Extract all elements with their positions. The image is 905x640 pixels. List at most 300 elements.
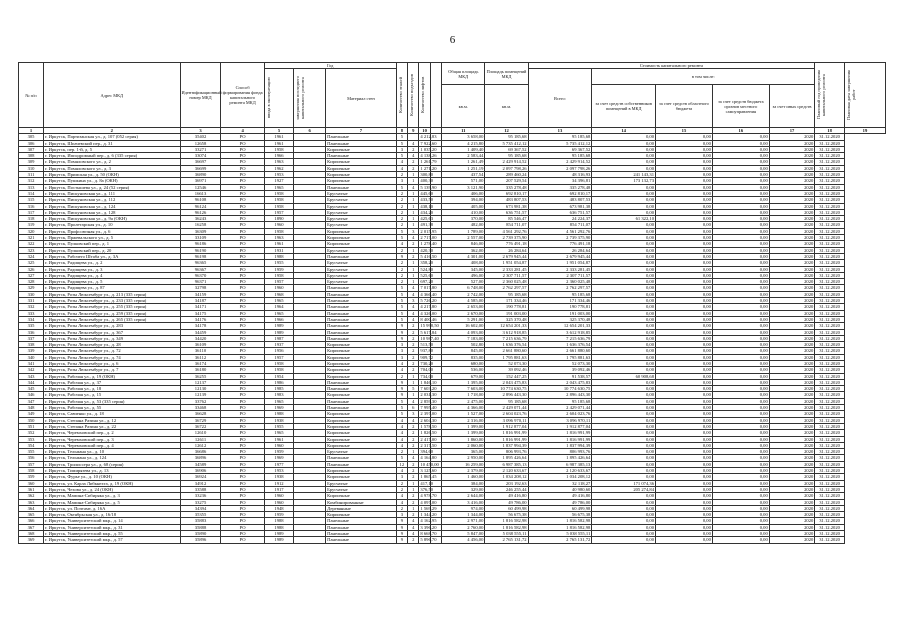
table-cell: 4 (396, 468, 407, 474)
table-cell: 2 661 880,60 (528, 348, 592, 354)
table-cell: 425,63 (420, 216, 434, 222)
table-cell: 1 816 582,98 (485, 518, 528, 524)
table-cell: 2020 (769, 405, 815, 411)
table-cell: г. Иркутск, Рабочего Штаба ул., д. 3А (44, 253, 181, 259)
table-cell: 4 (408, 140, 419, 146)
table-cell: г. Иркутск, Розы Люксембург ул., д. 367 (44, 329, 181, 335)
table-cell: 2 739 375,90 (528, 235, 592, 241)
table-cell: 0,00 (656, 165, 713, 171)
table-cell: 0,00 (592, 342, 656, 348)
table-cell: 2020 (769, 348, 815, 354)
table-cell: 1963 (264, 159, 294, 165)
table-cell: Кирпичные (326, 392, 397, 398)
table-cell: 2 (408, 354, 419, 360)
table-cell: 0,00 (592, 423, 656, 429)
table-cell: 0,00 (592, 537, 656, 543)
table-cell: 2020 (769, 279, 815, 285)
table-cell: 4 (408, 455, 419, 461)
table-cell: Панельные (326, 398, 397, 404)
table-cell: 31.12.2020 (815, 392, 845, 398)
header-planned-date: Плановая дата завершения работ (845, 70, 856, 120)
table-cell: 332 (19, 304, 44, 310)
table-cell: 1953 (264, 172, 294, 178)
table-cell: 96365 (180, 260, 221, 266)
table-cell: 2020 (769, 518, 815, 524)
table-cell: 36110 (180, 348, 221, 354)
table-cell: 1969 (264, 455, 294, 461)
table-cell: 2020 (769, 468, 815, 474)
table-cell: 3 612 918,85 (528, 329, 592, 335)
table-cell: 0,00 (656, 423, 713, 429)
table-cell: 2 (408, 146, 419, 152)
table-cell: 2 (396, 449, 407, 455)
table-cell: 0,00 (712, 354, 769, 360)
table-cell: 2 765 131,72 (485, 537, 528, 543)
table-cell: г. Иркутск, Розы Люксембург ул., д. 255 (335 серия) (44, 304, 181, 310)
table-cell: 2 316,00 (442, 417, 485, 423)
table-cell: 2020 (769, 417, 815, 423)
table-cell: 4 (396, 241, 407, 247)
table-cell: 31.12.2020 (815, 480, 845, 486)
table-cell: 10 774 630,75 (528, 386, 592, 392)
table-cell: г. Иркутск, ул. Почтамт, д. 16А (44, 505, 181, 511)
table-cell: 31.12.2020 (815, 461, 845, 467)
table-cell: 2 557,00 (442, 235, 485, 241)
table-cell: 4 (408, 235, 419, 241)
table-cell: 365,00 (442, 449, 485, 455)
table-cell: 319 (19, 222, 44, 228)
table-cell: Кирпичные (326, 172, 397, 178)
table-cell: 2 (396, 266, 407, 272)
table-cell: 1 460,00 (442, 474, 485, 480)
table-cell: г. Иркутск, Степана Разина ул., д. 12 (44, 417, 181, 423)
table-cell: 1965 (264, 398, 294, 404)
table-cell: 0,00 (712, 512, 769, 518)
table-cell: г. Иркутск, Черемховский пер., д. 4 (44, 442, 181, 448)
table-cell: 3 (408, 228, 419, 234)
table-cell: 313 (19, 184, 44, 190)
table-cell: 1961 (264, 436, 294, 442)
table-cell: 152 447,25 (485, 373, 528, 379)
table-cell: 0,00 (712, 505, 769, 511)
table-cell: 96198 (180, 253, 221, 259)
column-number: 1 (19, 128, 44, 134)
table-cell: 525,60 (420, 272, 434, 278)
table-cell: 1955 (264, 260, 294, 266)
table-cell: 31.12.2020 (815, 524, 845, 530)
capital-repair-table (18, 62, 886, 544)
table-cell: 0,00 (592, 386, 656, 392)
table-cell: 2 (396, 197, 407, 203)
table-cell: г. Иркутск, Степана Разина ул., д. 22 (44, 423, 181, 429)
table-cell: 95 185,68 (485, 398, 528, 404)
table-cell: 36109 (180, 342, 221, 348)
table-cell: Деревянные (326, 505, 397, 511)
table-cell: 2020 (769, 486, 815, 492)
table-cell: 2020 (769, 480, 815, 486)
table-cell: РО (221, 499, 264, 505)
table-cell: 96124 (180, 203, 221, 209)
table-cell: РО (221, 260, 264, 266)
table-cell: 0,00 (592, 241, 656, 247)
table-cell: 4 162,95 (420, 518, 437, 524)
table-cell: 1 527,00 (442, 411, 485, 417)
table-cell: 2 429 914,52 (528, 159, 592, 165)
table-cell: 96367 (180, 266, 221, 272)
header-own: за счет средств собственников помещений в МКД (592, 85, 656, 128)
table-cell: 1977 (264, 461, 294, 467)
table-cell: 2020 (769, 373, 815, 379)
table-cell: г. Иркутск, Октябрьская ул., д. 16/18 (44, 512, 181, 518)
table-cell: 2020 (769, 253, 815, 259)
table-cell: 2020 (769, 524, 815, 530)
table-cell: 317 (19, 209, 44, 215)
header-year-repair: завершения последнего капитального ремонта (295, 75, 306, 121)
table-cell: 2 333 281,45 (485, 266, 528, 272)
table-cell: 36729 (180, 417, 221, 423)
table-cell: 2 717,00 (420, 235, 437, 241)
table-cell: 1 035,20 (420, 146, 437, 152)
table-cell: 2 120 633,67 (528, 468, 592, 474)
table-cell: РО (221, 474, 264, 480)
table-cell: 2 (396, 216, 407, 222)
table-cell: 324 (19, 253, 44, 259)
table-cell: 0,00 (656, 241, 713, 247)
table-cell: 36896 (180, 455, 221, 461)
table-cell: 31.12.2020 (815, 449, 845, 455)
table-cell: 9 (396, 323, 407, 329)
table-cell: 3 (396, 348, 407, 354)
table-cell: 0,00 (712, 222, 769, 228)
table-cell: 0,00 (656, 197, 713, 203)
table-cell: 5 (396, 184, 407, 190)
table-cell: 31.12.2020 (815, 203, 845, 209)
table-cell: 2 120 633,67 (485, 468, 528, 474)
table-cell: 2 379,00 (442, 468, 485, 474)
table-cell: 365 (19, 512, 44, 518)
table-cell: 0,00 (656, 316, 713, 322)
table-cell: 36971 (180, 178, 221, 184)
table-cell: 34178 (180, 323, 221, 329)
table-cell: 1 (408, 449, 419, 455)
table-cell: 0,00 (656, 178, 713, 184)
table-cell: 4 (408, 304, 419, 310)
table-cell: 4 (408, 153, 419, 159)
table-cell: 0,00 (712, 474, 769, 480)
table-cell: 496,00 (442, 272, 485, 278)
table-cell: 0,00 (592, 348, 656, 354)
table-cell: 0,00 (656, 417, 713, 423)
table-cell: 355 (19, 449, 44, 455)
table-cell: РО (221, 430, 264, 436)
header-year: Год (264, 63, 396, 69)
table-cell: 3 (408, 298, 419, 304)
table-cell: 6 987 385,13 (528, 461, 592, 467)
table-cell: 358 (19, 468, 44, 474)
table-cell: РО (221, 159, 264, 165)
table-cell: 0,00 (592, 247, 656, 253)
table-cell: г. Иркутск, Радищева ул., д. 4 (44, 272, 181, 278)
header-other: за счет иных средств (769, 85, 815, 128)
table-cell: 2 043 475,83 (528, 379, 592, 385)
table-cell: 2 (408, 335, 419, 341)
table-cell: Панельные (326, 524, 397, 530)
table-cell: Панельные (326, 323, 397, 329)
table-cell: 0,00 (592, 203, 656, 209)
table-cell: 0,00 (656, 159, 713, 165)
table-cell: 2020 (769, 531, 815, 537)
table-cell: 2 417,00 (420, 436, 437, 442)
table-cell: 1 816 991,99 (528, 430, 592, 436)
table-cell: 2020 (769, 335, 815, 341)
table-cell: РО (221, 298, 264, 304)
table-cell: 3 396,20 (420, 524, 437, 530)
table-cell: 1 034 208,12 (528, 474, 592, 480)
table-cell: 4 (396, 442, 407, 448)
table-cell: Брусчатые (326, 272, 397, 278)
table-cell: 1960 (264, 442, 294, 448)
table-cell: 0,00 (712, 386, 769, 392)
table-cell: Панельные (326, 518, 397, 524)
table-cell: г. Иркутск, Пржевальского ул., д. 5 (44, 235, 181, 241)
table-cell: 2020 (769, 430, 815, 436)
table-cell: 36255 (180, 373, 221, 379)
table-cell: 241 143,31 (592, 172, 656, 178)
table-cell: 0,00 (712, 184, 769, 190)
table-cell: г. Иркутск, Пискуновская ул., д. 111 (44, 190, 181, 196)
table-cell: Панельные (326, 140, 397, 146)
table-cell: 7 603,20 (420, 386, 437, 392)
table-cell: Брусчатые (326, 222, 397, 228)
table-cell: 0,00 (592, 310, 656, 316)
table-cell: Панельные (326, 379, 397, 385)
table-cell: 2 765 131,72 (528, 537, 592, 543)
table-cell: г. Иркутск, Рабочая ул., д. 53 (335 серия) (44, 398, 181, 404)
table-cell: 2020 (769, 209, 815, 215)
table-cell: Панельные (326, 386, 397, 392)
table-cell: 0,00 (656, 203, 713, 209)
table-cell: 2020 (769, 285, 815, 291)
table-cell: 246 255,44 (485, 486, 528, 492)
table-cell: 2020 (769, 316, 815, 322)
table-cell: 1957 (264, 354, 294, 360)
table-cell: 3 (396, 512, 407, 518)
table-cell: РО (221, 190, 264, 196)
table-cell: 2 (396, 209, 407, 215)
table-cell: 0,00 (712, 367, 769, 373)
table-cell: 434,20 (420, 209, 434, 215)
table-cell: 190 778,81 (485, 304, 528, 310)
table-cell: 9 (396, 386, 407, 392)
table-cell: 1 409,40 (442, 146, 485, 152)
table-cell: 0,00 (712, 253, 769, 259)
table-cell: 10 987,40 (420, 335, 439, 341)
table-cell: 0,00 (656, 323, 713, 329)
table-cell: 4 (396, 367, 407, 373)
table-cell: 2020 (769, 178, 815, 184)
table-cell: 207 529,54 (485, 178, 528, 184)
table-cell: 697,20 (420, 279, 434, 285)
table-cell: 0,00 (712, 493, 769, 499)
table-cell: 31.12.2020 (815, 184, 845, 190)
table-cell: 4 585,00 (442, 298, 485, 304)
table-cell: 367 (19, 524, 44, 530)
table-cell: 2 859,30 (420, 398, 437, 404)
table-cell: 31.12.2020 (815, 386, 845, 392)
table-cell: 31.12.2020 (815, 165, 845, 171)
table-cell: 0,00 (656, 279, 713, 285)
table-cell: 5 847,00 (442, 531, 485, 537)
table-cell: 31.12.2020 (815, 197, 845, 203)
table-cell: 36697 (180, 159, 221, 165)
table-cell: 312 (19, 178, 44, 184)
table-cell: 2 307 711,57 (485, 272, 528, 278)
table-cell: 9 (396, 524, 407, 530)
table-cell: 34159 (180, 291, 221, 297)
table-cell: 353 (19, 436, 44, 442)
table-cell: г. Иркутск, Пулковский пер., д. 20 (44, 247, 181, 253)
table-cell: 0,00 (656, 367, 713, 373)
table-cell: 1 (408, 260, 419, 266)
table-cell: 4 301,00 (442, 253, 485, 259)
table-cell: 69 367,52 (528, 146, 592, 152)
table-cell: 0,00 (592, 222, 656, 228)
table-cell: 318 (19, 216, 44, 222)
table-cell: 1 569,29 (420, 505, 437, 511)
table-cell: 0,00 (712, 468, 769, 474)
table-cell: 315 (19, 197, 44, 203)
table-cell: 1 895 426,64 (485, 455, 528, 461)
table-cell: Кирпичные (326, 178, 397, 184)
table-cell: 0,00 (712, 360, 769, 366)
table-cell: Брусчатые (326, 486, 397, 492)
table-cell: 1 837 994,39 (528, 442, 592, 448)
table-cell: 4 215,80 (442, 140, 485, 146)
header-walls: Материал стен (326, 69, 397, 128)
table-cell: 0,00 (656, 140, 713, 146)
table-cell: 3 (396, 354, 407, 360)
table-cell: 2020 (769, 184, 815, 190)
table-cell: 0,00 (712, 172, 769, 178)
table-cell: 12546 (180, 184, 221, 190)
table-cell: 0,00 (656, 304, 713, 310)
table-cell: 0,00 (592, 253, 656, 259)
table-cell: 2 679 945,44 (528, 253, 592, 259)
table-cell: 846,00 (442, 241, 485, 247)
table-cell: 1 (408, 178, 419, 184)
table-cell: 2 (408, 159, 419, 165)
table-cell: 0,00 (712, 241, 769, 247)
table-cell: 1 (408, 203, 419, 209)
table-cell: 2020 (769, 165, 815, 171)
table-cell: 311 (19, 172, 44, 178)
table-cell: 2 679 945,44 (485, 253, 528, 259)
table-cell: 1960 (264, 222, 294, 228)
table-cell: РО (221, 329, 264, 335)
table-cell: 0,00 (656, 329, 713, 335)
table-cell: 0,00 (712, 442, 769, 448)
table-cell: РО (221, 304, 264, 310)
table-cell: РО (221, 367, 264, 373)
table-cell: 2 (408, 323, 419, 329)
table-cell: 394,00 (442, 197, 485, 203)
table-cell: 321 (19, 235, 44, 241)
table-cell: 0,00 (656, 405, 713, 411)
table-cell: 0,00 (712, 373, 769, 379)
table-cell: 2020 (769, 260, 815, 266)
table-cell: 0,00 (712, 140, 769, 146)
table-cell: 31.12.2020 (815, 405, 845, 411)
table-cell: 33236 (180, 493, 221, 499)
table-cell: Брусчатые (326, 190, 397, 196)
table-cell: 370,00 (442, 216, 485, 222)
table-cell: 0,00 (592, 134, 656, 140)
table-cell: 0,00 (712, 411, 769, 417)
table-cell: 4 366,00 (442, 405, 485, 411)
table-cell: г. Иркутск, Черемховский пер., д. 3 (44, 436, 181, 442)
table-cell: 328 (19, 279, 44, 285)
table-cell: 0,00 (712, 430, 769, 436)
table-cell: Панельные (326, 461, 397, 467)
table-cell: 2020 (769, 323, 815, 329)
table-cell: РО (221, 505, 264, 511)
table-cell: 2 (396, 203, 407, 209)
table-cell: РО (221, 461, 264, 467)
table-cell: 31.12.2020 (815, 266, 845, 272)
table-cell: 0,00 (712, 423, 769, 429)
table-cell: 330 (19, 291, 44, 297)
table-cell: 8 400,46 (420, 316, 437, 322)
table-cell: г. Иркутск, Пролетарская ул., д. 10 (44, 222, 181, 228)
table-cell: 36174 (180, 360, 221, 366)
column-number: 11 (442, 128, 485, 134)
table-cell: 2020 (769, 235, 815, 241)
table-cell: г. Иркутск, Чехова ул., д. 24 (ОКН) (44, 486, 181, 492)
table-cell: 4 (396, 436, 407, 442)
table-cell: 1 816 991,99 (485, 430, 528, 436)
table-cell: Панельные (326, 291, 397, 297)
table-cell: 2 (396, 486, 407, 492)
table-cell: 1968 (264, 291, 294, 297)
table-cell: 5 139,90 (420, 184, 437, 190)
table-cell: 35883 (180, 518, 221, 524)
table-cell: 4 (408, 184, 419, 190)
table-cell: РО (221, 342, 264, 348)
table-cell: 4 093,00 (442, 329, 485, 335)
header-total-area: Общая площадь МКД (442, 63, 485, 85)
table-cell: 0,00 (712, 216, 769, 222)
table-cell: 2 (396, 279, 407, 285)
table-cell: 4 978,70 (420, 493, 437, 499)
table-cell: Брусчатые (326, 279, 397, 285)
table-cell: 1917 (264, 486, 294, 492)
header-planned-year: Плановый год проведения капитального ремонта (816, 70, 827, 120)
table-cell: 0,00 (712, 146, 769, 152)
table-cell: Кирпичные (326, 474, 397, 480)
table-cell: 0,00 (712, 537, 769, 543)
table-cell: Панельные (326, 285, 397, 291)
table-cell: 2020 (769, 398, 815, 404)
table-cell: 4 (396, 360, 407, 366)
column-number: 15 (656, 128, 713, 134)
table-cell: 1 (408, 222, 419, 228)
table-cell: 31.12.2020 (815, 411, 845, 417)
table-cell: 0,00 (712, 455, 769, 461)
table-cell: 16258 (180, 222, 221, 228)
table-cell: Панельные (326, 329, 397, 335)
table-cell: 0,00 (656, 228, 713, 234)
table-cell: 0,00 (656, 235, 713, 241)
